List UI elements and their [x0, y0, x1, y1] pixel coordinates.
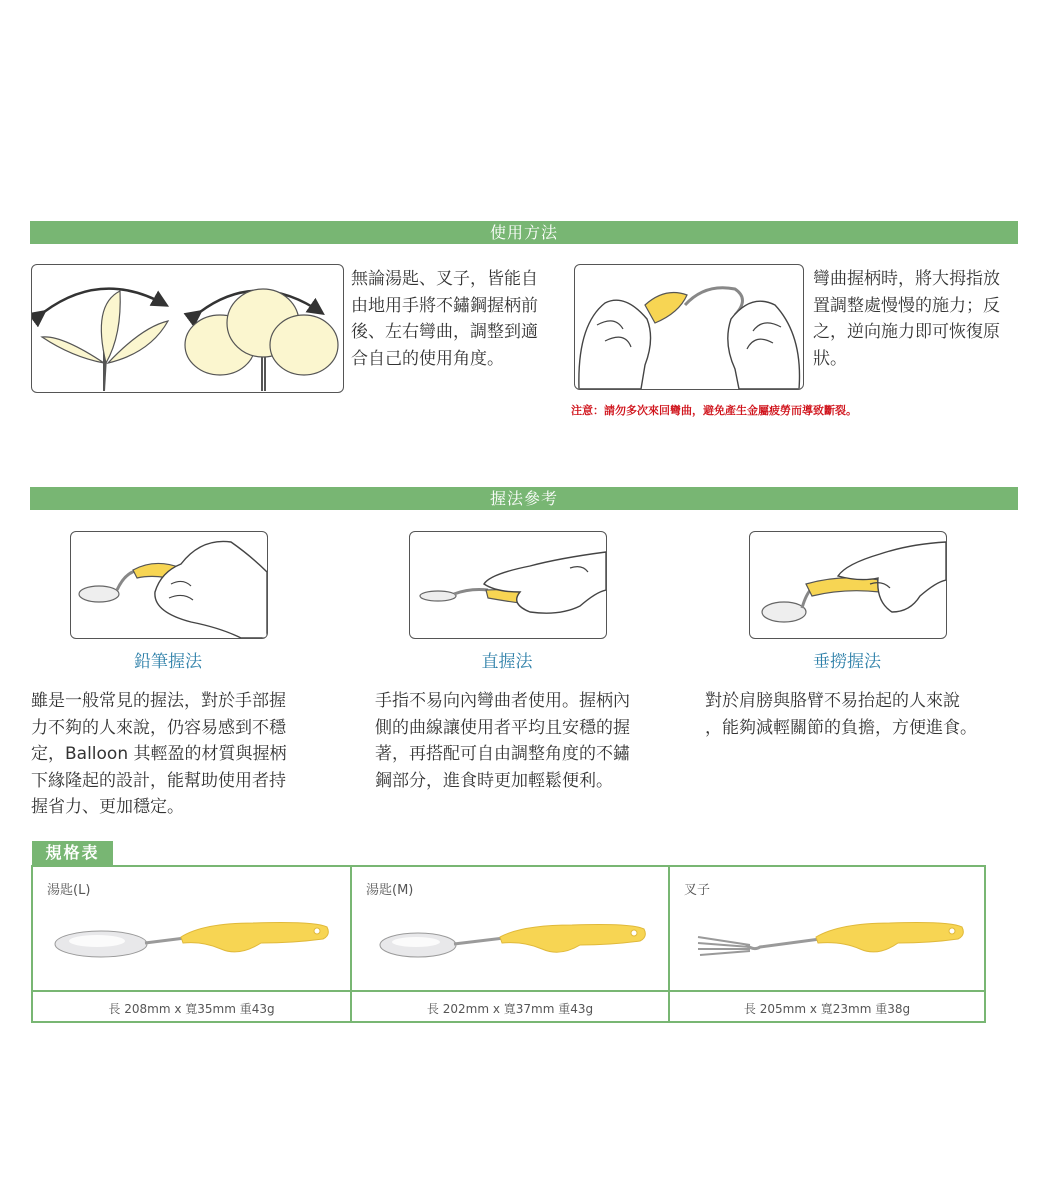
- grip-caption-straight: 直握法: [481, 652, 533, 672]
- spec-item-spoon-m: [352, 867, 668, 990]
- grip-desc-pencil: [31, 688, 287, 821]
- spoon-l-image: [53, 917, 333, 963]
- usage-desc-2-line: 之，逆向施力即可恢復原: [813, 322, 1000, 342]
- usage-desc-1-line: 無論湯匙、叉子，皆能自: [351, 269, 538, 289]
- grip-desc-line: 力不夠的人來說，仍容易感到不穩: [31, 717, 286, 738]
- grip-section-header: 握法參考: [30, 487, 1018, 510]
- usage-desc-2-line: 彎曲握柄時，將大拇指放: [813, 269, 1000, 289]
- usage-desc-1-line: 由地用手將不鏽鋼握柄前: [351, 295, 538, 316]
- spec-dims-spoon-m: [352, 992, 668, 1021]
- straight-grip-illustration: [409, 531, 607, 639]
- spec-table: [31, 865, 986, 1023]
- spec-item-name: 叉子: [684, 883, 711, 898]
- hanging-grip-illustration: [749, 531, 947, 639]
- grip-desc-line: 定，Balloon 其輕盈的材質與握柄: [31, 744, 287, 764]
- usage-desc-1-line: 合自己的使用角度。: [351, 348, 504, 369]
- grip-desc-line: 對於肩膀與胳臂不易抬起的人來說: [705, 691, 960, 711]
- grip-desc-line: 手指不易向內彎曲者使用。握柄內: [375, 691, 630, 711]
- spec-dims-text: 長 205mm x 寬23mm 重38g: [743, 1002, 911, 1016]
- spec-item-name: 湯匙(L): [47, 883, 91, 898]
- grip-desc-line: 側的曲線讓使用者平均且安穩的握: [375, 717, 630, 738]
- usage-section-header: 使用方法: [30, 221, 1018, 244]
- pencil-grip-illustration: [70, 531, 268, 639]
- grip-desc-line: 握省力、更加穩定。: [31, 797, 184, 817]
- grip-desc-straight: [375, 688, 630, 794]
- bend-diagram: [31, 264, 344, 393]
- grip-desc-line: 鋼部分，進食時更加輕鬆便利。: [375, 770, 613, 791]
- grip-caption-pencil: 鉛筆握法: [134, 652, 202, 672]
- grip-desc-line: 雖是一般常見的握法，對於手部握: [31, 691, 286, 711]
- grip-caption-hanging: 垂撈握法: [813, 652, 881, 672]
- spoon-m-image: [376, 919, 656, 963]
- usage-desc-2-line: 狀。: [813, 348, 847, 369]
- spec-dims-fork: [670, 992, 984, 1021]
- grip-desc-line: ，能夠減輕關節的負擔，方便進食。: [705, 717, 977, 738]
- spec-dims-text: 長 208mm x 寬35mm 重43g: [108, 1002, 275, 1016]
- hands-bending-illustration: [574, 264, 804, 390]
- spec-item-fork: [670, 867, 984, 990]
- spec-dims-text: 長 202mm x 寬37mm 重43g: [426, 1002, 594, 1016]
- grip-desc-line: 著，再搭配可自由調整角度的不鏽: [375, 744, 630, 764]
- spec-item-spoon-l: [33, 867, 350, 990]
- spec-dims-spoon-l: [33, 992, 350, 1021]
- warning-note: 注意：請勿多次來回彎曲，避免產生金屬疲勞而導致斷裂。: [571, 404, 857, 417]
- usage-desc-2: [813, 266, 1000, 372]
- grip-desc-line: 下緣隆起的設計，能幫助使用者持: [31, 770, 286, 791]
- usage-desc-1-line: 後、左右彎曲，調整到適: [351, 322, 538, 342]
- spec-item-name: 湯匙(M): [366, 883, 414, 898]
- spec-table-title: 規格表: [32, 841, 113, 865]
- grip-desc-hanging: [705, 688, 977, 741]
- usage-desc-2-line: 置調整處慢慢的施力；反: [813, 295, 1000, 316]
- fork-image: [694, 917, 974, 963]
- usage-desc-1: [351, 266, 538, 372]
